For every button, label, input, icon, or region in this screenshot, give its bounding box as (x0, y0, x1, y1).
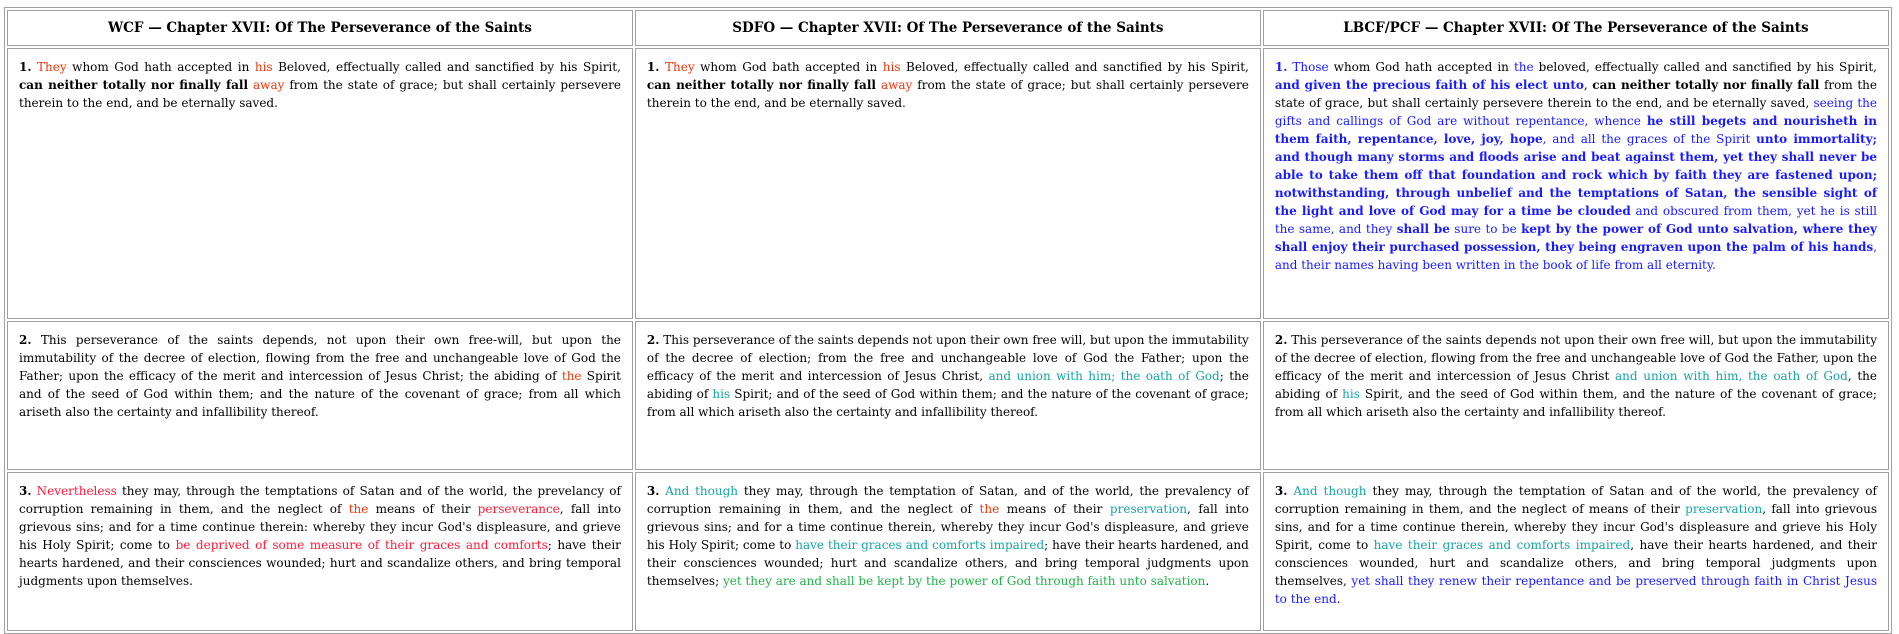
cell-sdfo-2 (635, 321, 1261, 470)
text-segment: from the state of grace; but shall certainly persevere therein to the end, and be eternally saved. (19, 78, 621, 110)
text-segment: can neither totally nor finally fall (1592, 78, 1820, 92)
text-segment: Those (1292, 60, 1329, 74)
text-segment: can neither totally nor finally fall (646, 78, 876, 92)
paragraph-number: 3. (646, 484, 660, 498)
text-segment: means of their (999, 502, 1110, 516)
text-segment: they may, through the temptations of Satan and of the world, the prevelancy of corruption remaining in them, and the neglect of (19, 484, 621, 516)
paragraph-text (1275, 333, 1877, 419)
text-segment: , fall into grievous sins, and for a time continue therein, whereby they incur God's displeasure and grieve his Holy Spirit, come to (1274, 502, 1877, 552)
text-segment: Spirit, and the seed of God within them, and the nature of the covenant of grace; from all which ariseth also the certainty and infallibility thereof. (1274, 387, 1877, 419)
text-segment: , fall into grievous sins; and for a time continue therein, whereby they incur God's displeasure, and grieve his Holy Spirit; come to (646, 502, 1249, 552)
cell-lbcf-3 (1263, 472, 1889, 631)
text-segment: . (1336, 592, 1341, 606)
text-segment: Spirit; and of the seed of God within them; and the nature of the covenant of grace; from all which ariseth also the certainty and infallibility thereof. (646, 387, 1249, 419)
paragraph-text (647, 333, 1249, 419)
text-segment: preservation (1685, 502, 1763, 516)
text-segment: his (254, 60, 273, 74)
paragraph-text (1275, 484, 1877, 606)
text-segment: unto immortality; and though many storms and floods arise and beat against them, yet they shall never be able to take them off that foundation and rock which by faith they are fastened upon; notwithstanding, through unbelief and the temptations of Satan, the sensible sight of the light and love of God may for a time be clouded (1274, 132, 1877, 218)
paragraph-text (1275, 60, 1877, 272)
cell-lbcf-2 (1263, 321, 1889, 470)
paragraph-text (647, 484, 1249, 588)
cell-lbcf-1 (1263, 48, 1889, 319)
text-segment: away (880, 78, 913, 92)
text-segment: ; the abiding of (646, 369, 1249, 401)
text-segment: his (882, 60, 901, 74)
text-segment: ; have their hearts hardened, and their consciences wounded; hurt and scandalize others, and bring temporal judgments upon themselves; (646, 538, 1249, 588)
text-segment: , and all the graces of the Spirit (1542, 132, 1757, 146)
text-segment: be deprived of some measure of their graces and comforts (175, 538, 548, 552)
paragraph-text (19, 484, 621, 588)
text-segment: perseverance (477, 502, 560, 516)
text-segment: seeing the gifts and callings of God are without repentance, whence (1274, 96, 1877, 128)
text-segment: he still begets and nourisheth in them faith, repentance, love, joy, hope (1274, 114, 1877, 146)
paragraph-row-2 (7, 321, 1889, 470)
text-segment: yet shall they renew their repentance and be preserved through faith in Christ Jesus to the end (1274, 574, 1878, 606)
cell-sdfo-1 (635, 48, 1261, 319)
paragraph-row-1 (7, 48, 1889, 319)
text-segment: his (712, 387, 731, 401)
paragraph-number: 2. (19, 333, 32, 347)
paragraph-number: 3. (19, 484, 32, 498)
text-segment: , fall into grievous sins; and for a time continue therein: whereby they incur God's displeasure, and grieve his Holy Spirit; come to (19, 502, 621, 552)
header-wcf: WCF — Chapter XVII: Of The Perseverance of the Saints (7, 10, 633, 46)
text-segment: and union with him, the oath of God (1614, 369, 1848, 383)
paragraph-number: 1. (1274, 60, 1288, 74)
text-segment: Nevertheless (36, 484, 117, 498)
text-segment: away (253, 78, 285, 92)
text-segment: whom God bath accepted in (694, 60, 883, 74)
text-segment: Beloved, effectually called and sanctified by his Spirit, (272, 60, 621, 74)
text-segment: from the state of grace, but shall certainly persevere therein to the end, and be eternally saved, (1274, 78, 1877, 110)
text-segment: the (979, 502, 1000, 516)
text-segment: They (664, 60, 695, 74)
header-sdfo: SDFO — Chapter XVII: Of The Perseverance of the Saints (635, 10, 1261, 46)
paragraph-number: 1. (19, 60, 32, 74)
text-segment: And though (1293, 484, 1367, 498)
paragraph-text (19, 60, 621, 110)
text-segment: have their graces and comforts impaired (795, 538, 1045, 552)
text-segment: , (1583, 78, 1593, 92)
paragraph-text (647, 60, 1249, 110)
text-segment: , the abiding of (1274, 369, 1877, 401)
paragraph-number: 2. (1274, 333, 1288, 347)
text-segment: from the state of grace; but shall certainly persevere therein to the end, and be eternally saved. (646, 78, 1249, 110)
text-segment: sure to be (1449, 222, 1522, 236)
paragraph-text (19, 333, 621, 419)
text-segment: have their graces and comforts impaired (1373, 538, 1631, 552)
text-segment: , have their hearts hardened, and their consciences wounded, hurt and scandalize others, and bring temporal judgments upon themselves, (1274, 538, 1877, 588)
cell-wcf-1 (7, 48, 633, 319)
text-segment: whom God hath accepted in (66, 60, 255, 74)
text-segment: they may, through the temptation of Satan, and of the world, the prevalency of corruption remaining in them, and the neglect of (646, 484, 1249, 516)
text-segment: his (1342, 387, 1360, 401)
text-segment: can neither totally nor finally fall (19, 78, 249, 92)
text-segment: kept by the power of God unto salvation, where they shall enjoy their purchased possession, they being engraven upon the palm of his hands (1274, 222, 1878, 254)
text-segment: Beloved, effectually called and sanctified by his Spirit, (900, 60, 1249, 74)
text-segment: and union with him; the oath of God (988, 369, 1220, 383)
paragraph-number: 2. (646, 333, 660, 347)
text-segment: and given the precious faith of his elect unto (1274, 78, 1584, 92)
text-segment: They (37, 60, 67, 74)
text-segment: whom God hath accepted in (1328, 60, 1514, 74)
text-segment: shall be (1396, 222, 1450, 236)
cell-wcf-3 (7, 472, 633, 631)
text-segment: And though (665, 484, 739, 498)
text-segment: the (1513, 60, 1534, 74)
text-segment: beloved, effectually called and sanctified by his Spirit, (1533, 60, 1877, 74)
cell-wcf-2 (7, 321, 633, 470)
text-segment: ; have their hearts hardened, and their consciences wounded; hurt and scandalize others, and bring temporal judgments upon themselves. (19, 538, 621, 588)
text-segment: and obscured from them, yet he is still the same, and they (1274, 204, 1877, 236)
text-segment: the (348, 502, 369, 516)
text-segment: This perseverance of the saints depends, not upon their own free-will, but upon the immutability of the decree of election, flowing from the free and unchangeable love of God the Father; upon the efficacy of the merit and intercession of Jesus Christ; the abiding of (19, 333, 621, 383)
text-segment: Spirit and of the seed of God within them; and the nature of the covenant of grace; from all which ariseth also the certainty and infallibility thereof. (19, 369, 621, 419)
text-segment: . (1205, 574, 1210, 588)
header-row (7, 10, 1889, 46)
text-segment: yet they are and shall be kept by the power of God through faith unto salvation (722, 574, 1206, 588)
text-segment: means of their (368, 502, 478, 516)
text-segment: the (561, 369, 582, 383)
comparison-table (4, 7, 1892, 634)
header-lbcf: LBCF/PCF — Chapter XVII: Of The Perseverance of the Saints (1263, 10, 1889, 46)
paragraph-number: 1. (646, 60, 660, 74)
text-segment: This perseverance of the saints depends not upon their own free will, but upon the immutability of the decree of election; from the free and unchangeable love of God the Father; upon the efficacy of the merit and intercession of Jesus Christ, (646, 333, 1249, 383)
paragraph-number: 3. (1274, 484, 1288, 498)
text-segment: This perseverance of the saints depends not upon their own free will, but upon the immutability of the decree of election, flowing from the free and unchangeable love of God the Father, upon the efficacy of the merit and intercession of Jesus Christ (1274, 333, 1877, 383)
paragraph-row-3 (7, 472, 1889, 631)
text-segment: , and their names having been written in the book of life from all eternity. (1274, 240, 1877, 272)
text-segment: they may, through the temptation of Satan and of the world, the prevalency of corruption remaining in them, and the neglect of means of their (1274, 484, 1877, 516)
text-segment: preservation (1109, 502, 1187, 516)
cell-sdfo-3 (635, 472, 1261, 631)
